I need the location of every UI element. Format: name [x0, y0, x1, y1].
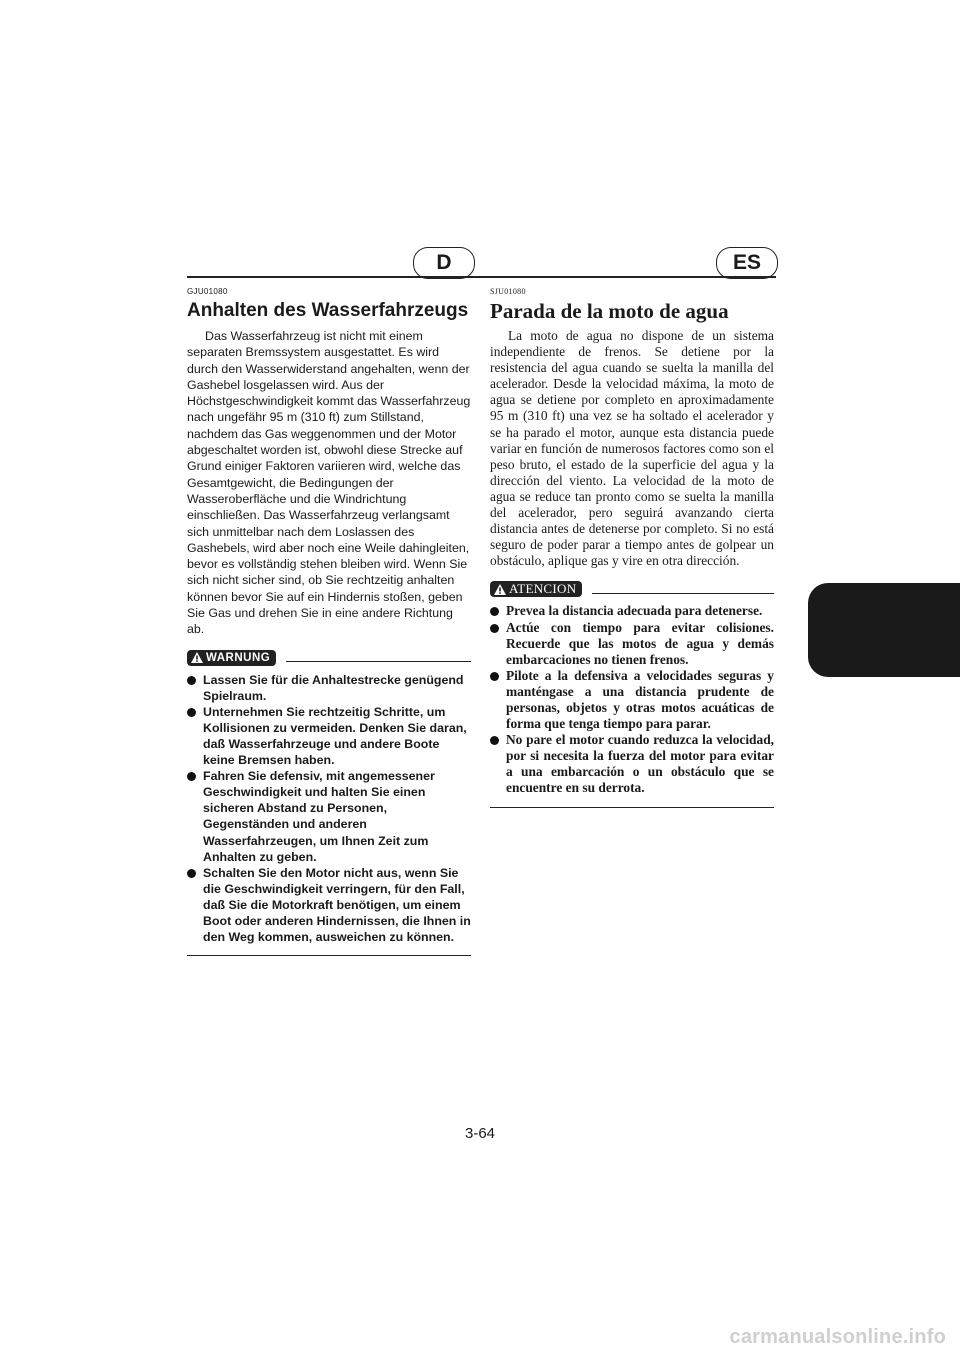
chapter-thumb-tab [808, 583, 960, 677]
warning-item [490, 620, 774, 668]
warning-item [490, 668, 774, 732]
section-code: SJU01080 [490, 287, 526, 296]
bullet-icon [187, 708, 196, 717]
bullet-icon [187, 772, 196, 781]
language-label-spanish: ES [732, 251, 761, 274]
bullet-icon [490, 607, 499, 616]
warning-item [490, 732, 774, 796]
warning-item [490, 603, 774, 619]
section-paragraph [490, 328, 774, 569]
warning-end-rule [490, 807, 774, 808]
paragraph-text: La moto de agua no dispone de un sistema independiente de frenos. Se detiene por la resistencia del agua cuando se suelta la manilla del acelerador. Desde la velocidad máxima, la moto de agua se detiene por completo en aproximadamente 95 m (310 ft) una vez se ha soltado el acelerador y se ha parado el motor, aunque esta distancia puede variar en función de numerosos factores como son el peso bruto, el estado de la superficie del agua y la dirección del viento. La velocidad de la moto de agua se reduce tan pronto como se suelta la manilla del acelerador, pero seguirá avanzando cierta distancia antes de detenerse por completo. Si no está seguro de poder parar a tiempo antes de golpear un obstáculo, aplique gas y vire en otra dirección. [490, 328, 774, 569]
warning-item-text: No pare el motor cuando reduzca la velocidad, por si necesita la fuerza del motor para evitar a una embarcación o un obstáculo que se encuentre en su derrota. [506, 732, 774, 796]
warning-end-rule [187, 955, 471, 956]
spanish-column [490, 287, 774, 808]
paragraph-text: Das Wasserfahrzeug ist nicht mit einem separaten Bremssystem ausgestattet. Es wird durch den Wasserwiderstand angehalten, wenn der Gashebel losgelassen wird. Aus der Höchstgeschwindigkeit kommt das Wasserfahrzeug nach ungefähr 95 m (310 ft) zum Stillstand, nachdem das Gas weggenommen und der Motor abgeschaltet worden ist, obwohl diese Strecke auf Grund einiger Faktoren variieren wird, welche das Gesamtgewicht, die Bedingungen der Wasseroberfläche und die Windrichtung einschließen. Das Wasserfahrzeug verlangsamt sich unmittelbar nach dem Loslassen des Gashebels, wird aber noch eine Weile dahingleiten, bevor es vollständig stehen bleiben wird. Wenn Sie sich nicht sicher sind, ob Sie rechtzeitig anhalten können bevor Sie auf ein Hindernis stoßen, geben Sie Gas und drehen Sie in eine andere Richtung ab. [187, 329, 471, 637]
warning-rule [592, 593, 774, 594]
warning-header [187, 650, 471, 666]
warning-item [187, 865, 471, 945]
section-code: GJU01080 [187, 287, 228, 296]
warning-header [490, 581, 774, 597]
german-column [187, 287, 471, 956]
warning-item-text: Lassen Sie für die Anhaltestrecke genügend Spielraum. [203, 672, 464, 703]
warning-item [187, 704, 471, 768]
language-tab-spanish [716, 247, 778, 279]
warning-label: ATENCION [509, 581, 577, 597]
warning-triangle-icon [191, 652, 203, 663]
warning-item-text: Schalten Sie den Motor nicht aus, wenn Sie die Geschwindigkeit verringern, für den Fall, daß Sie die Motorkraft benötigen, um einem Boot oder anderen Hindernissen, die Ihnen in den Weg kommen, ausweichen zu können. [203, 865, 471, 945]
watermark: carmanualsonline.info [729, 1326, 946, 1348]
warning-item [187, 768, 471, 865]
section-title: Anhalten des Wasserfahrzeugs [187, 300, 469, 321]
bullet-icon [187, 869, 196, 878]
bullet-icon [490, 736, 499, 745]
header-divider [187, 276, 776, 278]
warning-triangle-icon [494, 584, 506, 595]
section-paragraph [187, 328, 471, 638]
warning-badge [187, 650, 276, 666]
warning-item-text: Pilote a la defensiva a velocidades seguras y manténgase a una distancia prudente de personas, objetos y otras motos acuáticas de forma que tenga tiempo para parar. [506, 667, 774, 732]
language-label-german: D [436, 251, 452, 274]
warning-rule [286, 661, 471, 662]
warning-item [187, 672, 471, 704]
bullet-icon [490, 672, 499, 681]
warning-label: WARNUNG [206, 651, 271, 664]
warning-item-text: Actúe con tiempo para evitar colisiones. Recuerde que las motos de agua y demás embarcaciones no tienen frenos. [506, 619, 774, 667]
warning-item-text: Fahren Sie defensiv, mit angemessener Geschwindigkeit und halten Sie einen sicheren Abstand zu Personen, Gegenständen und anderen Wasserfahrzeugen, um Ihnen Zeit zum Anhalten zu geben. [203, 769, 435, 864]
warning-badge [490, 581, 582, 597]
language-tab-german [413, 247, 475, 279]
section-title: Parada de la moto de agua [490, 299, 729, 323]
page-number: 3-64 [464, 1125, 496, 1142]
bullet-icon [187, 676, 196, 685]
warning-list [490, 603, 774, 796]
warning-list [187, 672, 471, 946]
warning-item-text: Unternehmen Sie rechtzeitig Schritte, um Kollisionen zu vermeiden. Denken Sie daran, daß Wasserfahrzeuge und andere Boote keine Bremsen haben. [203, 704, 467, 768]
bullet-icon [490, 624, 499, 633]
warning-item-text: Prevea la distancia adecuada para detenerse. [506, 603, 763, 619]
